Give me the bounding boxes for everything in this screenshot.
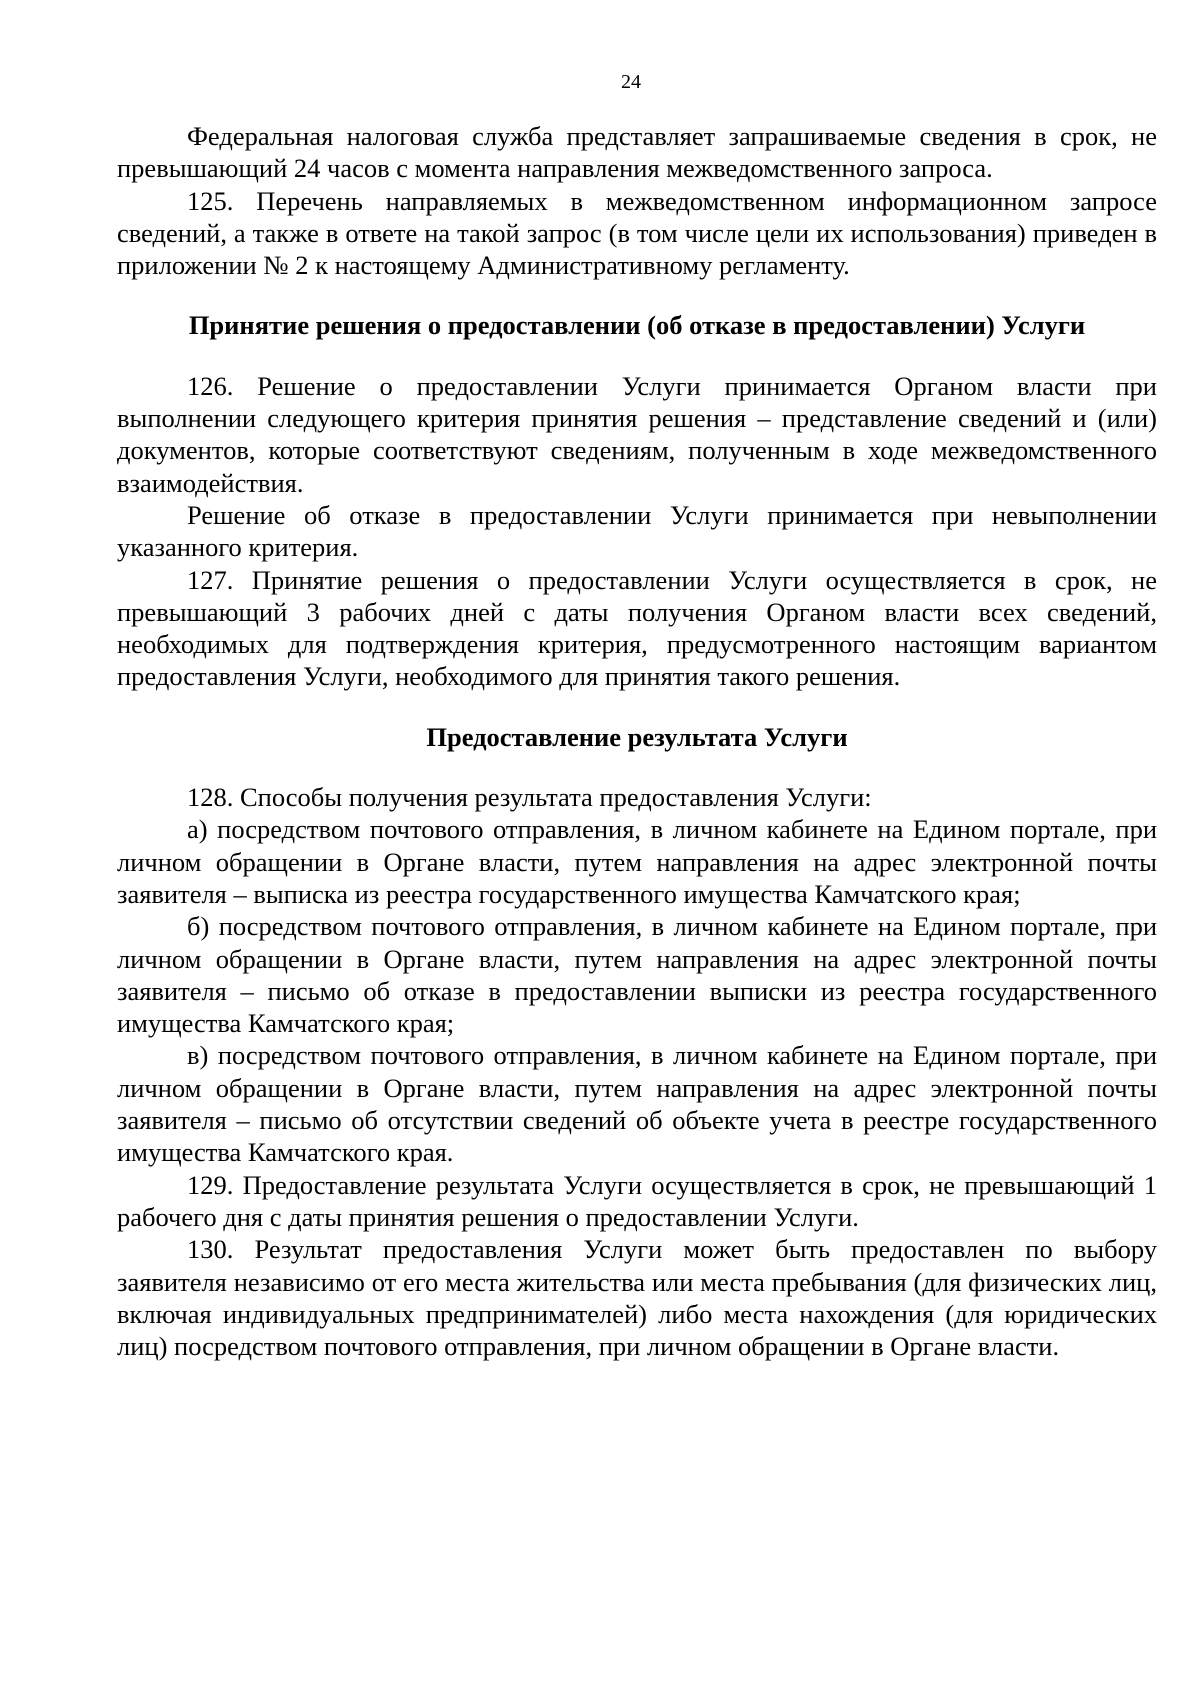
paragraph-129: 129. Предоставление результата Услуги осуществляется в срок, не превышающий 1 рабочего дня с даты принятия решения о предоставлении Услуги. (117, 1169, 1157, 1232)
section-heading-result: Предоставление результата Услуги (426, 721, 848, 752)
paragraph-128: 128. Способы получения результата предоставления Услуги: (187, 782, 872, 813)
paragraph-130: 130. Результат предоставления Услуги может быть предоставлен по выбору заявителя независимо от его места жительства или места пребывания (для физических лиц, включая индивидуальных предпринимателей) либо места нахождения (для юридических лиц) посредством почтового отправления, при личном обращении в Органе власти. (117, 1234, 1157, 1362)
paragraph-125: 125. Перечень направляемых в межведомственном информационном запросе сведений, а также в ответе на такой запрос (в том числе цели их использования) приведен в приложении № 2 к настоящему Административному регламенту. (117, 185, 1157, 281)
paragraph-128-a: а) посредством почтового отправления, в личном кабинете на Едином портале, при личном обращении в Органе власти, путем направления на адрес электронной почты заявителя – выписка из реестра государственного имущества Камчатского края; (117, 814, 1157, 909)
paragraph-126: 126. Решение о предоставлении Услуги принимается Органом власти при выполнении следующего критерия принятия решения – представление сведений и (или) документов, которые соответствуют сведениям, полученным в ходе межведомственного взаимодействия. (117, 370, 1157, 498)
section-heading-decision: Принятие решения о предоставлении (об отказе в предоставлении) Услуги (188, 310, 1086, 341)
paragraph-128-c: в) посредством почтового отправления, в личном кабинете на Едином портале, при личном обращении в Органе власти, путем направления на адрес электронной почты заявителя – письмо об отсутствии сведений об объекте учета в реестре государственного имущества Камчатского края. (117, 1040, 1157, 1168)
paragraph-127: 127. Принятие решения о предоставлении Услуги осуществляется в срок, не превышающий 3 рабочих дней с даты получения Органом власти всех сведений, необходимых для подтверждения критерия, предусмотренного настоящим вариантом предоставления Услуги, необходимого для принятия такого решения. (117, 564, 1157, 692)
document-body (117, 120, 1157, 1362)
paragraph-fns-deadline: Федеральная налоговая служба представляет запрашиваемые сведения в срок, не превышающий 24 часов с момента направления межведомственного запроса. (117, 121, 1157, 184)
paragraph-126-refusal: Решение об отказе в предоставлении Услуги принимается при невыполнении указанного критерия. (117, 499, 1157, 563)
page-number: 24 (621, 71, 641, 93)
paragraph-128-b: б) посредством почтового отправления, в личном кабинете на Едином портале, при личном обращении в Органе власти, путем направления на адрес электронной почты заявителя – письмо об отказе в предоставлении выписки из реестра государственного имущества Камчатского края; (117, 911, 1157, 1039)
